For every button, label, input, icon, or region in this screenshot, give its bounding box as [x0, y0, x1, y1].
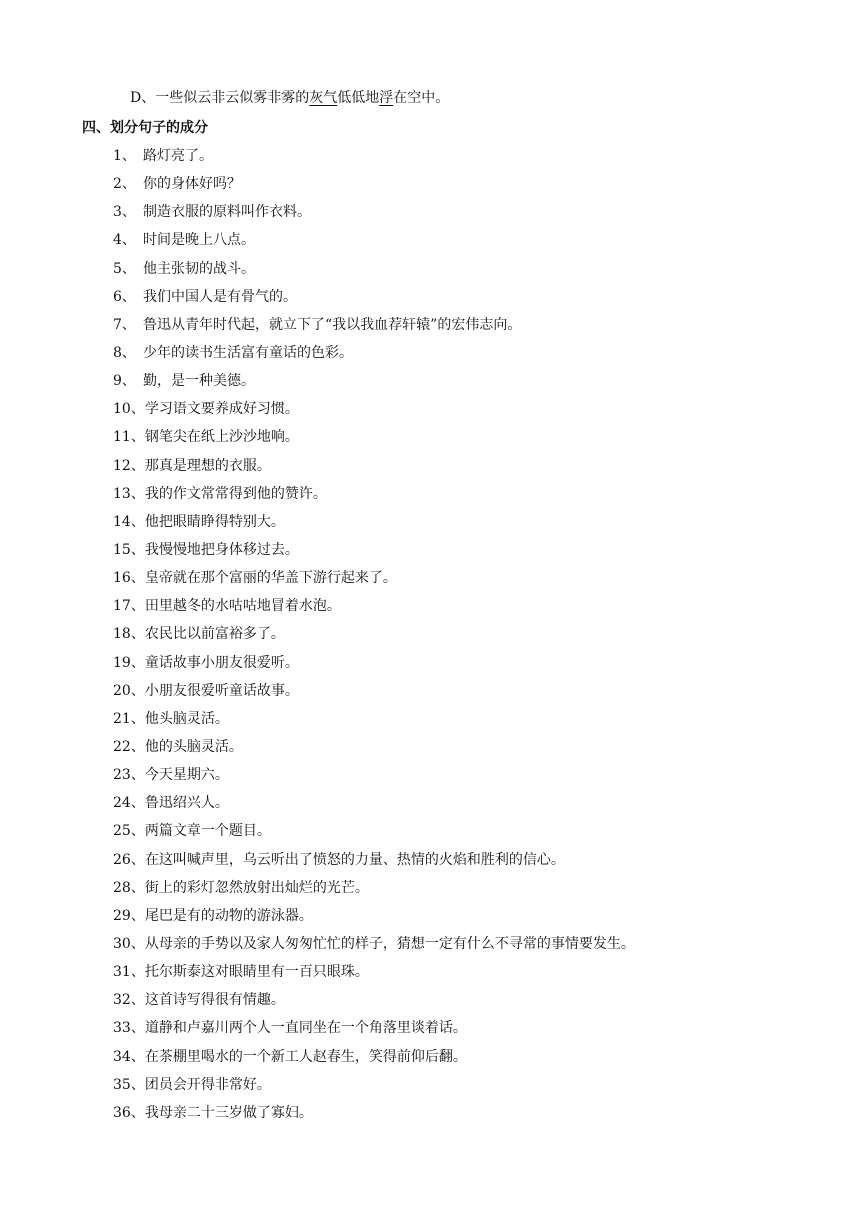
item-number: 18、	[113, 626, 145, 643]
list-item	[113, 596, 635, 624]
item-text: 尾巴是有的动物的游泳器。	[144, 907, 313, 924]
list-item	[113, 371, 635, 399]
item-number: 12、	[113, 457, 145, 474]
list-item	[113, 287, 635, 315]
item-text: 在茶棚里喝水的一个新工人赵春生，笑得前仰后翻。	[144, 1048, 467, 1065]
item-text: 我慢慢地把身体移过去。	[144, 541, 299, 558]
list-item	[113, 202, 635, 230]
list-item	[113, 1047, 635, 1075]
item-number: 24、	[113, 795, 145, 812]
item-text: 街上的彩灯忽然放射出灿烂的光芒。	[144, 879, 369, 896]
item-number: 6、	[113, 288, 136, 305]
item-text: 钢笔尖在纸上沙沙地响。	[144, 429, 299, 446]
item-number: 23、	[113, 767, 145, 784]
item-text: 我们中国人是有骨气的。	[143, 288, 297, 305]
item-text: 制造衣服的原料叫作衣料。	[143, 204, 311, 221]
item-number: 35、	[113, 1076, 145, 1093]
item-number: 8、	[113, 344, 136, 361]
item-text: 团员会开得非常好。	[144, 1076, 271, 1093]
item-number: 5、	[113, 260, 136, 277]
item-number: 4、	[113, 232, 136, 249]
item-number: 20、	[113, 682, 145, 699]
item-text: 时间是晚上八点。	[143, 232, 255, 249]
list-item	[113, 737, 635, 765]
list-item	[113, 146, 635, 174]
item-text: 这首诗写得很有情趣。	[144, 992, 285, 1009]
item-number: 22、	[113, 738, 145, 755]
item-text: 皇帝就在那个富丽的华盖下游行起来了。	[144, 570, 397, 587]
list-item	[113, 934, 635, 962]
sentence-list	[113, 146, 635, 1131]
item-number: 21、	[113, 710, 145, 727]
item-text: 两篇文章一个题目。	[144, 823, 271, 840]
list-item	[113, 174, 635, 202]
item-text: 他把眼睛睁得特别大。	[144, 513, 285, 530]
item-number: 29、	[113, 907, 145, 924]
item-text: 道静和卢嘉川两个人一直同坐在一个角落里谈着话。	[144, 1020, 467, 1037]
item-number: 19、	[113, 654, 145, 671]
item-number: 36、	[113, 1104, 145, 1121]
list-item	[113, 653, 635, 681]
list-item	[113, 1075, 635, 1103]
item-text: 勤，是一种美德。	[143, 373, 255, 390]
item-number: 31、	[113, 964, 145, 981]
list-item	[113, 681, 635, 709]
list-item	[113, 793, 635, 821]
list-item	[113, 878, 635, 906]
item-number: 15、	[113, 541, 145, 558]
item-text: 童话故事小朋友很爱听。	[144, 654, 299, 671]
list-item	[113, 962, 635, 990]
list-item	[113, 568, 635, 596]
item-number: 3、	[113, 204, 136, 221]
item-number: 10、	[113, 401, 145, 418]
option-d-underlined-word-1: 灰气	[309, 90, 338, 106]
list-item	[113, 456, 635, 484]
option-d-suffix: 在空中。	[393, 90, 450, 106]
item-text: 小朋友很爱听童话故事。	[144, 682, 299, 699]
list-item	[113, 259, 635, 287]
list-item	[113, 709, 635, 737]
item-number: 32、	[113, 992, 145, 1009]
list-item	[113, 427, 635, 455]
item-number: 28、	[113, 879, 145, 896]
item-text: 农民比以前富裕多了。	[144, 626, 285, 643]
item-text: 他头脑灵活。	[144, 710, 229, 727]
list-item	[113, 512, 635, 540]
list-item	[113, 1018, 635, 1046]
item-text: 从母亲的手势以及家人匆匆忙忙的样子，猜想一定有什么不寻常的事情要发生。	[144, 935, 635, 952]
list-item	[113, 990, 635, 1018]
item-number: 9、	[113, 373, 136, 390]
item-text: 他的头脑灵活。	[144, 738, 243, 755]
item-text: 路灯亮了。	[143, 148, 213, 164]
item-text: 在这叫喊声里，乌云听出了愤怒的力量、热情的火焰和胜利的信心。	[144, 851, 565, 868]
item-text: 学习语文要养成好习惯。	[144, 401, 299, 418]
item-text: 鲁迅绍兴人。	[144, 795, 229, 812]
item-number: 1、	[113, 148, 136, 164]
item-number: 16、	[113, 570, 145, 587]
option-d-underlined-word-2: 浮	[379, 90, 394, 106]
item-number: 2、	[113, 176, 136, 193]
list-item	[113, 1103, 635, 1131]
option-d-line	[130, 88, 449, 108]
item-text: 托尔斯泰这对眼睛里有一百只眼珠。	[144, 964, 369, 981]
item-number: 14、	[113, 513, 145, 530]
item-text: 田里越冬的水咕咕地冒着水泡。	[144, 598, 341, 615]
item-text: 你的身体好吗？	[143, 176, 241, 193]
item-number: 11、	[113, 429, 145, 446]
list-item	[113, 906, 635, 934]
item-text: 今天星期六。	[144, 767, 229, 784]
list-item	[113, 540, 635, 568]
list-item	[113, 765, 635, 793]
item-text: 他主张韧的战斗。	[143, 260, 255, 277]
item-number: 13、	[113, 485, 145, 502]
list-item	[113, 230, 635, 258]
option-d-prefix: D、一些似云非云似雾非雾的	[130, 90, 310, 106]
item-number: 33、	[113, 1020, 145, 1037]
item-number: 30、	[113, 935, 145, 952]
item-text: 鲁迅从青年时代起，就立下了“我以我血荐轩辕”的宏伟志向。	[143, 316, 522, 333]
list-item	[113, 399, 635, 427]
item-text: 我的作文常常得到他的赞许。	[144, 485, 327, 502]
item-number: 26、	[113, 851, 145, 868]
item-number: 25、	[113, 823, 145, 840]
item-text: 那真是理想的衣服。	[144, 457, 271, 474]
item-number: 7、	[113, 316, 136, 333]
list-item	[113, 624, 635, 652]
item-text: 我母亲二十三岁做了寡妇。	[144, 1104, 313, 1121]
list-item	[113, 484, 635, 512]
item-text: 少年的读书生活富有童话的色彩。	[143, 344, 353, 361]
option-d-middle: 低低地	[337, 90, 380, 106]
item-number: 34、	[113, 1048, 145, 1065]
list-item	[113, 850, 635, 878]
list-item	[113, 343, 635, 371]
item-number: 17、	[113, 598, 145, 615]
list-item	[113, 315, 635, 343]
list-item	[113, 821, 635, 849]
section-title: 四、划分句子的成分	[82, 120, 208, 136]
